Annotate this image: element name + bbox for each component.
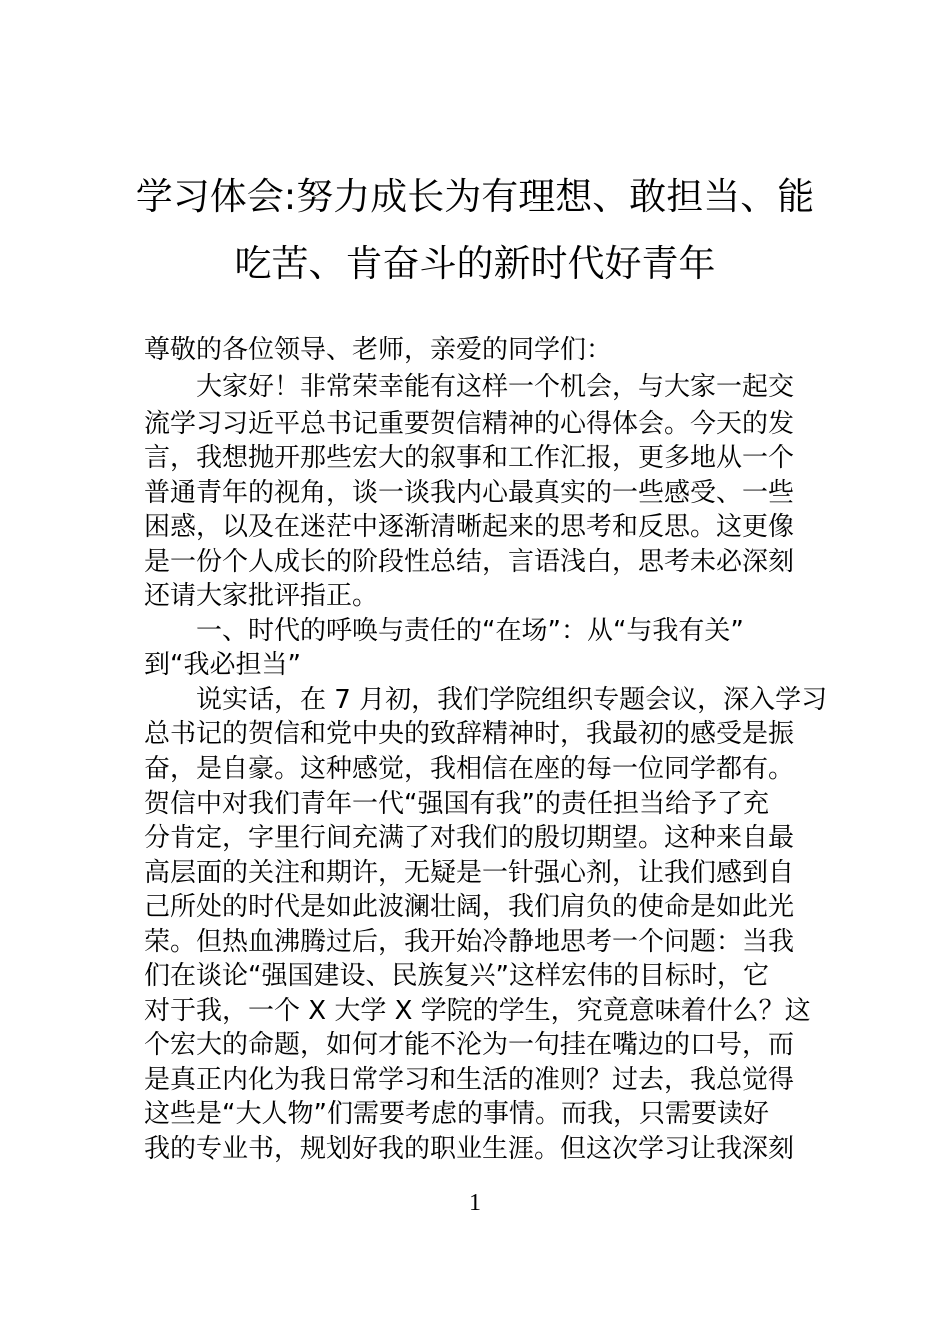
paragraph2-line: 个宏大的命题，如何才能不沦为一句挂在嘴边的口号，而 <box>144 1030 795 1060</box>
paragraph1-line: 普通青年的视角，谈一谈我内心最真实的一些感受、一些 <box>144 478 795 508</box>
paragraph2-line: 对于我，一个 X 大学 X 学院的学生，究竟意味着什么？这 <box>144 996 811 1026</box>
paragraph2-line: 们在谈论“强国建设、民族复兴”这样宏伟的目标时，它 <box>144 961 769 991</box>
paragraph2-line: 奋，是自豪。这种感觉，我相信在座的每一位同学都有。 <box>144 754 795 784</box>
section-heading-line: 到“我必担当” <box>144 650 301 680</box>
paragraph2-line: 贺信中对我们青年一代“强国有我”的责任担当给予了充 <box>144 789 769 819</box>
document-title-line-1: 学习体会:努力成长为有理想、敢担当、能 <box>135 175 815 218</box>
paragraph2-line: 分肯定，字里行间充满了对我们的殷切期望。这种来自最 <box>144 823 795 853</box>
paragraph2-line: 我的专业书，规划好我的职业生涯。但这次学习让我深刻 <box>144 1134 795 1164</box>
paragraph1-line: 流学习习近平总书记重要贺信精神的心得体会。今天的发 <box>144 409 795 439</box>
document-title-line-2: 吃苦、肯奋斗的新时代好青年 <box>234 242 716 285</box>
salutation: 尊敬的各位领导、老师，亲爱的同学们： <box>144 335 613 365</box>
paragraph1-line: 困惑，以及在迷茫中逐渐清晰起来的思考和反思。这更像 <box>144 512 795 542</box>
paragraph2-line: 是真正内化为我日常学习和生活的准则？过去，我总觉得 <box>144 1065 795 1095</box>
paragraph1-line: 言，我想抛开那些宏大的叙事和工作汇报，更多地从一个 <box>144 443 795 473</box>
paragraph2-line: 总书记的贺信和党中央的致辞精神时，我最初的感受是振 <box>144 719 795 749</box>
paragraph1-line: 是一份个人成长的阶段性总结，言语浅白，思考未必深刻 <box>144 547 795 577</box>
paragraph2-line: 说实话，在 7 月初，我们学院组织专题会议，深入学习 <box>196 685 828 715</box>
paragraph1-line: 大家好！非常荣幸能有这样一个机会，与大家一起交 <box>196 372 795 402</box>
section-heading-line: 一、时代的呼唤与责任的“在场”：从“与我有关” <box>196 616 744 646</box>
paragraph2-line: 高层面的关注和期许，无疑是一针强心剂，让我们感到自 <box>144 858 795 888</box>
paragraph2-line: 荣。但热血沸腾过后，我开始冷静地思考一个问题：当我 <box>144 927 795 957</box>
paragraph1-line: 还请大家批评指正。 <box>144 581 379 611</box>
paragraph2-line: 己所处的时代是如此波澜壮阔，我们肩负的使命是如此光 <box>144 892 795 922</box>
page-number: 1 <box>469 1190 481 1216</box>
paragraph2-line: 这些是“大人物”们需要考虑的事情。而我，只需要读好 <box>144 1099 769 1129</box>
